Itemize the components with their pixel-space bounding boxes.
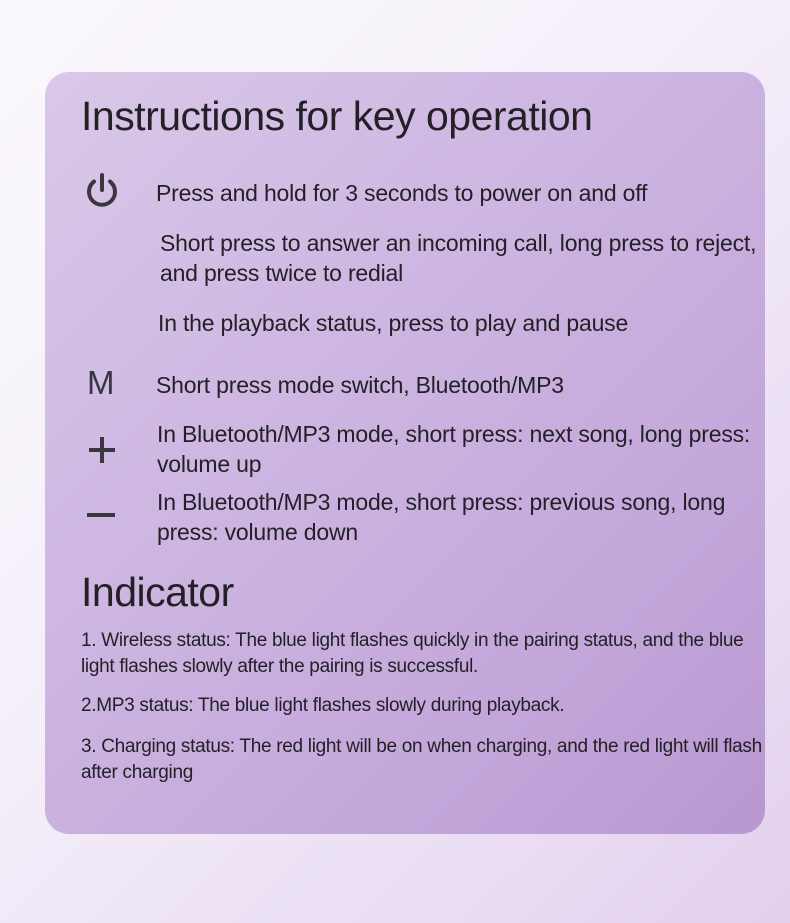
m-key-icon: M	[87, 364, 115, 401]
plus-key-description: In Bluetooth/MP3 mode, short press: next song, long press: volume up	[157, 421, 751, 477]
minus-icon	[87, 513, 115, 517]
indicator-title: Indicator	[81, 569, 234, 615]
indicator-item-charging: 3. Charging status: The red light will be on when charging, and the red light will flash after charging	[81, 736, 762, 783]
plus-icon	[85, 433, 119, 467]
minus-key-description: In Bluetooth/MP3 mode, short press: previous song, long press: volume down	[157, 489, 726, 545]
key-operation-title: Instructions for key operation	[81, 93, 593, 139]
call-key-description: Short press to answer an incoming call, long press to reject, and press twice to redial	[160, 230, 757, 286]
mode-key-description: Short press mode switch, Bluetooth/MP3	[156, 372, 564, 398]
indicator-item-mp3: 2.MP3 status: The blue light flashes slowly during playback.	[81, 695, 565, 716]
indicator-item-wireless: 1. Wireless status: The blue light flashes quickly in the pairing status, and the blue light flashes slowly after the pairing is successful.	[81, 630, 744, 677]
play-pause-description: In the playback status, press to play and pause	[158, 310, 629, 336]
power-icon	[81, 170, 123, 212]
instructions-card	[45, 72, 765, 834]
power-key-description: Press and hold for 3 seconds to power on and off	[156, 180, 648, 206]
